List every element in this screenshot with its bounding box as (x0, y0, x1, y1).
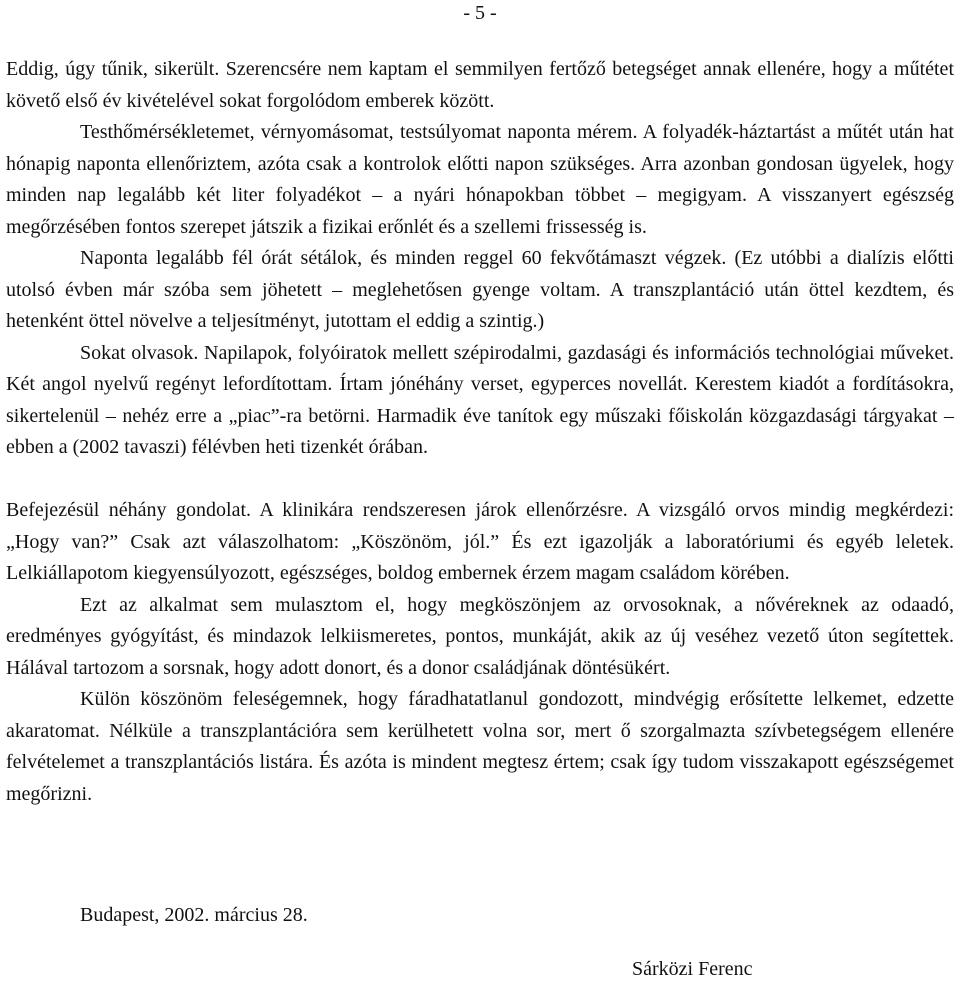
paragraph: Sokat olvasok. Napilapok, folyóiratok mellett szépirodalmi, gazdasági és információs technológiai műveket. Két angol nyelvű regényt lefordítottam. Írtam jónéhány verset, egyperces novellát. Kerestem kiadót a fordításokra, sikertelenül – nehéz erre a „piac”-ra betörni. Harmadik éve tanítok egy műszaki főiskolán közgazdasági tárgyakat – ebben a (2002 tavaszi) félévben heti tizenkét órában. (6, 341, 954, 458)
paragraph: Befejezésül néhány gondolat. A klinikára rendszeresen járok ellenőrzésre. A vizsgáló orvos mindig megkérdezi: „Hogy van?” Csak azt válaszolhatom: „Köszönöm, jól.” És ezt igazolják a laboratóriumi és egyéb leletek. Lelkiállapotom kiegyensúlyozott, egészséges, boldog embernek érzem magam családom körében. (6, 499, 954, 584)
page-number: - 5 - (463, 2, 497, 24)
paragraph: Naponta legalább fél órát sétálok, és minden reggel 60 fekvőtámaszt végzek. (Ez utóbbi a dialízis előtti utolsó évben már szóba sem jöhetett – meglehetősen gyenge voltam. A transzplantáció után öttel kezdtem, és hetenként öttel növelve a teljesítményt, jutottam el eddig a szintig.) (6, 247, 954, 332)
document-body (6, 54, 954, 810)
place-and-date: Budapest, 2002. március 28. (80, 904, 308, 926)
paragraph: Külön köszönöm feleségemnek, hogy fáradhatatlanul gondozott, mindvégig erősítette lelkemet, edzette akaratomat. Nélküle a transzplantációra sem kerülhetett volna sor, mert ő szorgalmazta szívbetegségem ellenére felvételemet a transzplantációs listára. És azóta is mindent megtesz értem; csak így tudom visszakapott egészségemet megőrizni. (6, 688, 954, 805)
paragraph: Testhőmérsékletemet, vérnyomásomat, testsúlyomat naponta mérem. A folyadék-háztartást a műtét után hat hónapig naponta ellenőriztem, azóta csak a kontrolok előtti napon szükséges. Arra azonban gondosan ügyelek, hogy minden nap legalább két liter folyadékot – a nyári hónapokban többet – megigyam. A visszanyert egészség megőrzésében fontos szerepet játszik a fizikai erőnlét és a szellemi frissesség is. (6, 121, 954, 238)
paragraph: Eddig, úgy tűnik, sikerült. Szerencsére nem kaptam el semmilyen fertőző betegséget annak ellenére, hogy a műtétet követő első év kivételével sokat forgolódom emberek között. (6, 58, 954, 112)
signature: Sárközi Ferenc (632, 958, 753, 980)
paragraph: Ezt az alkalmat sem mulasztom el, hogy megköszönjem az orvosoknak, a nővéreknek az odaadó, eredményes gyógyítást, és mindazok lelkiismeretes, pontos, munkáját, akik az új veséhez vezető úton segítettek. Hálával tartozom a sorsnak, hogy adott donort, és a donor családjának döntésükért. (6, 593, 954, 679)
